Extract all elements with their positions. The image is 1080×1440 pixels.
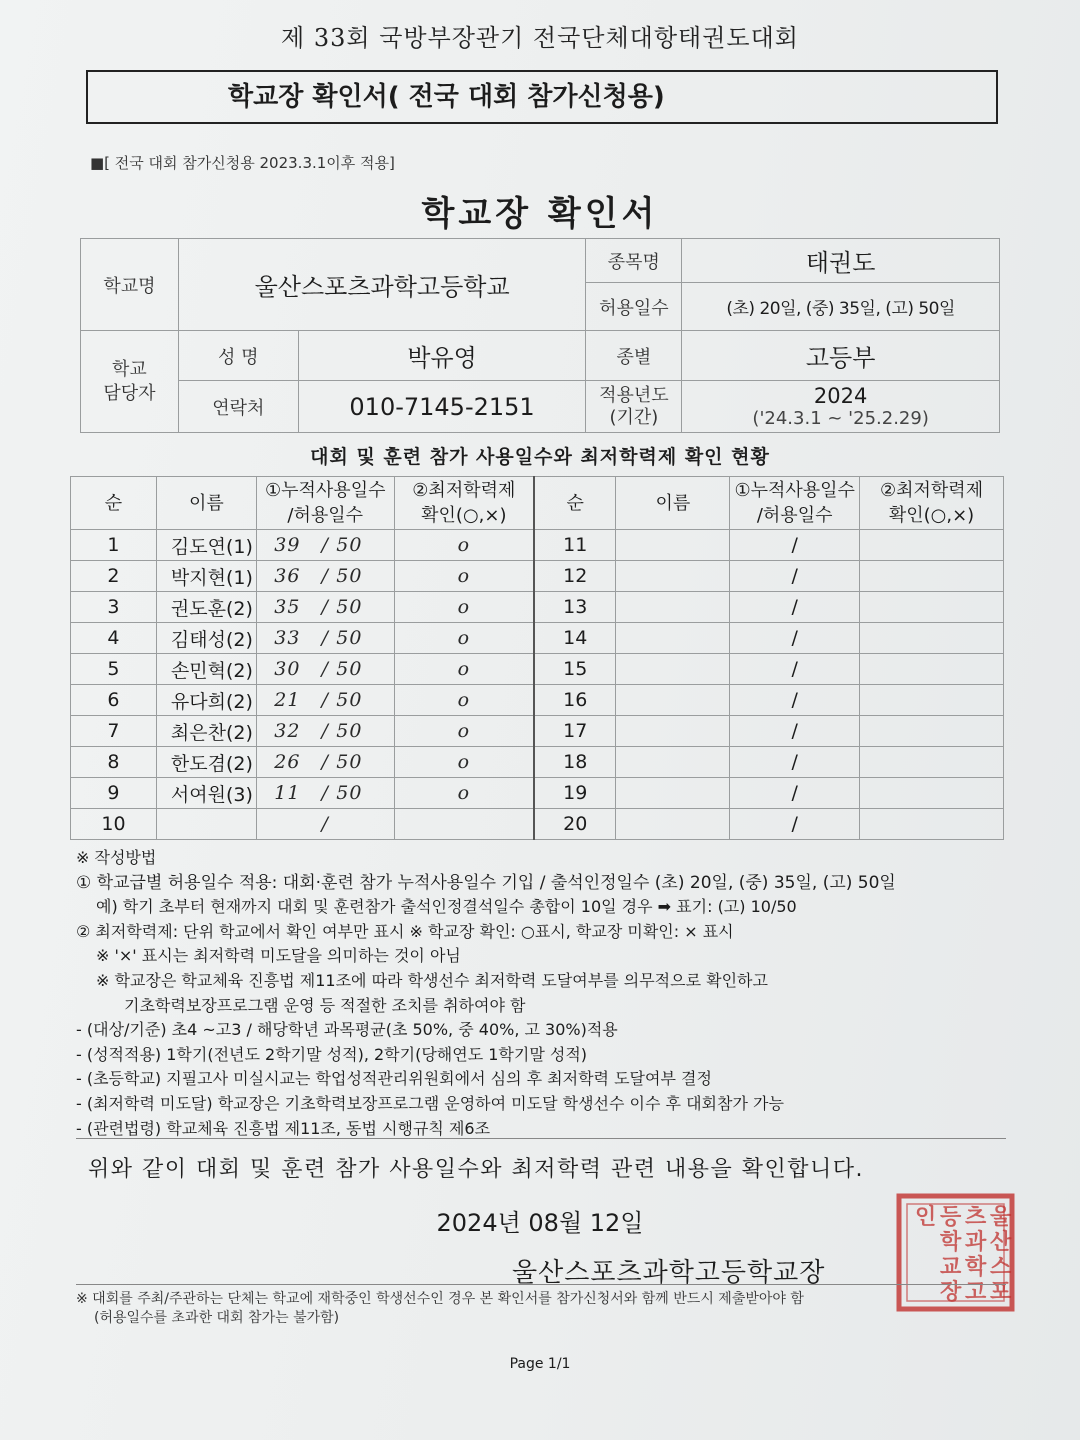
divider (76, 1138, 1006, 1139)
academic-check (860, 623, 1004, 654)
row-no: 19 (534, 778, 616, 809)
academic-check (860, 592, 1004, 623)
name-label: 성 명 (178, 331, 298, 381)
scope-note: ■[ 전국 대회 참가신청용 2023.3.1이후 적용] (90, 154, 395, 172)
row-no: 9 (71, 778, 157, 809)
year-label: 적용년도 (기간) (586, 381, 682, 433)
instructions-heading: ※ 작성방법 (76, 848, 157, 867)
allowed-value: 50 (336, 627, 363, 649)
col-no: 순 (534, 477, 616, 530)
year-cell (682, 381, 1000, 433)
days-slash: / (321, 565, 329, 587)
principal-signature: 울산스포츠과학고등학교장 (512, 1258, 826, 1288)
used-value: 33 (274, 627, 301, 649)
athlete-name (616, 716, 730, 747)
row-no: 6 (71, 685, 157, 716)
allowed-value: 50 (336, 534, 363, 556)
days-slash: / (730, 530, 860, 561)
athlete-name (616, 623, 730, 654)
used-value: 11 (274, 782, 301, 804)
academic-check (860, 778, 1004, 809)
row-no: 14 (534, 623, 616, 654)
academic-check (860, 561, 1004, 592)
col-name: 이름 (156, 477, 256, 530)
instruction-line: 예) 학기 초부터 현재까지 대회 및 훈련참가 출석인정결석일수 총합이 10일 경우 ➡ 표기: (고) 10/50 (96, 897, 797, 917)
table-row (71, 561, 1004, 592)
days-slash: / (730, 654, 860, 685)
seal-glyph: 산 (990, 1229, 1012, 1255)
row-no: 8 (71, 747, 157, 778)
athlete-name: 서여원(3) (156, 778, 256, 809)
days-slash: / (730, 778, 860, 809)
days-slash: / (730, 592, 860, 623)
used-days (256, 530, 394, 561)
allowed-value: 50 (336, 658, 363, 680)
school-value: 울산스포츠과학고등학교 (178, 239, 586, 331)
seal-glyph: 고 (965, 1279, 987, 1305)
year-value: 2024 (813, 384, 868, 408)
issue-date: 2024년 08월 12일 (436, 1209, 644, 1237)
row-no: 5 (71, 654, 157, 685)
table-row (71, 747, 1004, 778)
row-no: 4 (71, 623, 157, 654)
seal-glyph: 인 (915, 1204, 937, 1230)
table-row (71, 530, 1004, 561)
athlete-name (616, 530, 730, 561)
instruction-line: ① 학교급별 허용일수 적용: 대회·훈련 참가 누적사용일수 기입 / 출석인정일수 (초) 20일, (중) 35일, (고) 50일 (76, 872, 896, 893)
athlete-name (616, 747, 730, 778)
row-no: 13 (534, 592, 616, 623)
used-days (256, 747, 394, 778)
used-days (256, 778, 394, 809)
seal-glyph: 츠 (965, 1204, 987, 1230)
used-days (256, 561, 394, 592)
athlete-name: 한도겸(2) (156, 747, 256, 778)
used-value: 21 (274, 689, 301, 711)
academic-check (860, 654, 1004, 685)
seal-glyph: 과 (965, 1229, 987, 1255)
days-slash: / (730, 561, 860, 592)
seal-glyph: 학 (940, 1229, 962, 1255)
table-row (71, 716, 1004, 747)
used-value: 35 (274, 596, 301, 618)
row-no: 12 (534, 561, 616, 592)
days-label: 허용일수 (586, 283, 682, 331)
col-days: ①누적사용일수 /허용일수 (730, 477, 860, 530)
row-no: 11 (534, 530, 616, 561)
academic-check: o (394, 623, 534, 654)
row-no: 3 (71, 592, 157, 623)
instruction-line: ※ '×' 표시는 최저학력 미도달을 의미하는 것이 아님 (96, 946, 461, 966)
athlete-name: 유다희(2) (156, 685, 256, 716)
athlete-name (616, 592, 730, 623)
allowed-value: 50 (336, 782, 363, 804)
school-label: 학교명 (81, 239, 179, 331)
days-slash: / (730, 716, 860, 747)
seal-glyph: 등 (940, 1204, 962, 1230)
row-no: 17 (534, 716, 616, 747)
confirm-statement: 위와 같이 대회 및 훈련 참가 사용일수와 최저학력 관련 내용을 확인합니다. (88, 1157, 864, 1182)
allowed-value: 50 (336, 751, 363, 773)
row-no: 10 (71, 809, 157, 840)
used-value: 36 (274, 565, 301, 587)
academic-check (394, 809, 534, 840)
used-days (256, 623, 394, 654)
academic-check: o (394, 530, 534, 561)
athlete-name: 최은찬(2) (156, 716, 256, 747)
col-check: ②최저학력제 확인(○,×) (860, 477, 1004, 530)
athlete-name: 손민혁(2) (156, 654, 256, 685)
athlete-name (156, 809, 256, 840)
used-value: 39 (274, 534, 301, 556)
instruction-line: ※ 학교장은 학교체육 진흥법 제11조에 따라 학생선수 최저학력 도달여부를 의무적으로 확인하고 (96, 970, 768, 990)
days-slash: / (321, 720, 329, 742)
school-info-table (80, 238, 1000, 433)
contact-value: 010-7145-2151 (298, 381, 586, 433)
used-days (256, 809, 394, 840)
seal-glyph: 스 (990, 1254, 1012, 1280)
used-value: 30 (274, 658, 301, 680)
seal-glyph: 울 (990, 1204, 1012, 1230)
academic-check: o (394, 716, 534, 747)
table-row (71, 623, 1004, 654)
days-slash: / (730, 623, 860, 654)
academic-check: o (394, 747, 534, 778)
col-days: ①누적사용일수 /허용일수 (256, 477, 394, 530)
days-slash: / (321, 782, 329, 804)
instruction-line: - (초등학교) 지필고사 미실시교는 학업성적관리위원회에서 심의 후 최저학력 도달여부 결정 (76, 1069, 712, 1089)
col-check: ②최저학력제 확인(○,×) (394, 477, 534, 530)
academic-check (860, 716, 1004, 747)
athlete-name (616, 685, 730, 716)
row-no: 1 (71, 530, 157, 561)
seal-glyph: 교 (940, 1254, 962, 1280)
row-no: 16 (534, 685, 616, 716)
academic-check: o (394, 778, 534, 809)
athlete-name (616, 809, 730, 840)
table-row (71, 654, 1004, 685)
athlete-name (616, 654, 730, 685)
days-slash: / (321, 596, 329, 618)
main-title: 학교장 확인서 (421, 194, 659, 234)
row-no: 20 (534, 809, 616, 840)
instructions (76, 846, 1006, 1141)
division-label: 종별 (586, 331, 682, 381)
days-slash: / (730, 685, 860, 716)
athlete-name: 김태성(2) (156, 623, 256, 654)
athlete-name: 권도훈(2) (156, 592, 256, 623)
footnote-line: ※ 대회를 주최/주관하는 단체는 학교에 재학중인 학생선수인 경우 본 확인서를 참가신청서와 함께 반드시 제출받아야 함 (76, 1291, 804, 1307)
seal-glyph: 포 (990, 1279, 1012, 1305)
allowed-value: 50 (336, 596, 363, 618)
event-title: 제 33회 국방부장관기 전국단체대항태권도대회 (281, 24, 799, 52)
row-no: 2 (71, 561, 157, 592)
academic-check: o (394, 592, 534, 623)
allowed-value: 50 (336, 565, 363, 587)
used-days (256, 592, 394, 623)
instruction-line: 기초학력보장프로그램 운영 등 적절한 조치를 취하여야 함 (124, 995, 526, 1015)
days-value: (초) 20일, (중) 35일, (고) 50일 (682, 283, 1000, 331)
days-slash: / (321, 534, 329, 556)
athlete-name: 박지현(1) (156, 561, 256, 592)
table-row (71, 592, 1004, 623)
instruction-line: - (대상/기준) 초4 ~고3 / 해당학년 과목평균(초 50%, 중 40%, 고 30%)적용 (76, 1020, 618, 1040)
table-row (71, 809, 1004, 840)
footnote-line: (허용일수를 초과한 대회 참가는 불가함) (94, 1310, 340, 1326)
days-slash: / (730, 747, 860, 778)
days-slash: / (321, 658, 329, 680)
form-title-box: 학교장 확인서( 전국 대회 참가신청용) (86, 70, 998, 124)
used-days (256, 716, 394, 747)
row-no: 7 (71, 716, 157, 747)
academic-check (860, 530, 1004, 561)
athlete-name: 김도연(1) (156, 530, 256, 561)
used-value: 26 (274, 751, 301, 773)
athlete-name (616, 561, 730, 592)
table-row (71, 778, 1004, 809)
academic-check (860, 809, 1004, 840)
instruction-line: - (관련법령) 학교체육 진흥법 제11조, 동법 시행규칙 제6조 (76, 1118, 491, 1138)
days-slash: / (321, 689, 329, 711)
division-value: 고등부 (682, 331, 1000, 381)
athlete-name (616, 778, 730, 809)
academic-check: o (394, 561, 534, 592)
seal-glyph: 학 (965, 1254, 987, 1280)
official-seal (893, 1190, 1018, 1315)
contact-label: 연락처 (178, 381, 298, 433)
academic-check: o (394, 685, 534, 716)
used-days (256, 685, 394, 716)
allowed-value: 50 (336, 689, 363, 711)
academic-check: o (394, 654, 534, 685)
allowed-value: 50 (336, 720, 363, 742)
col-name: 이름 (616, 477, 730, 530)
athlete-list-table (70, 476, 1004, 840)
row-no: 15 (534, 654, 616, 685)
sport-value: 태권도 (682, 239, 1000, 283)
days-slash: / (321, 627, 329, 649)
table-row (71, 685, 1004, 716)
list-title: 대회 및 훈련 참가 사용일수와 최저학력제 확인 현황 (310, 446, 770, 468)
used-days (256, 654, 394, 685)
page-number: Page 1/1 (509, 1356, 571, 1372)
sport-label: 종목명 (586, 239, 682, 283)
divider (76, 1284, 1006, 1285)
year-period: ('24.3.1 ~ '25.2.29) (752, 408, 929, 429)
col-no: 순 (71, 477, 157, 530)
academic-check (860, 747, 1004, 778)
footnote (76, 1290, 804, 1328)
days-slash: / (321, 751, 329, 773)
manager-name: 박유영 (298, 331, 586, 381)
instruction-line: ② 최저학력제: 단위 학교에서 확인 여부만 표시 ※ 학교장 확인: ○표시, 학교장 미확인: × 표시 (76, 921, 734, 941)
instruction-line: - (최저학력 미도달) 학교장은 기초학력보장프로그램 운영하여 미도달 학생선수 이수 후 대회참가 가능 (76, 1093, 784, 1113)
row-no: 18 (534, 747, 616, 778)
instruction-line: - (성적적용) 1학기(전년도 2학기말 성적), 2학기(당해연도 1학기말 성적) (76, 1044, 588, 1064)
seal-glyph: 장 (940, 1279, 962, 1305)
days-slash: / (321, 813, 329, 835)
manager-label: 학교 담당자 (81, 331, 179, 433)
academic-check (860, 685, 1004, 716)
used-value: 32 (274, 720, 301, 742)
days-slash: / (730, 809, 860, 840)
